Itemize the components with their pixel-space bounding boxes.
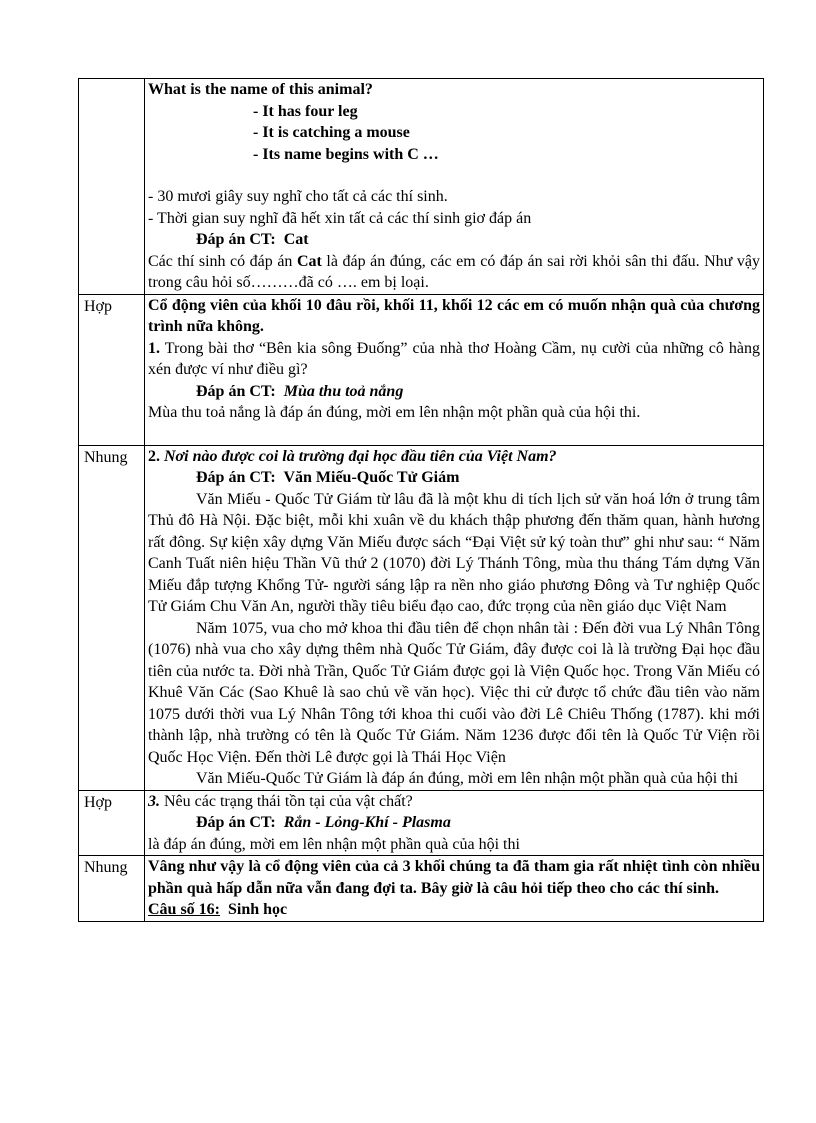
paragraph: Văn Miếu - Quốc Tử Giám từ lâu đã là một khu di tích lịch sử văn hoá lớn ở trung tâm Thủ đô Hà Nội. Đặc biệt, mỗi khi xuân về du khách thập phương đến thăm quan, hành hương rất đông. Sự kiện xây dựng Văn Miếu được sách “Đại Việt sử ký toàn thư” ghi như sau: “ Năm Canh Tuất niên hiệu Thần Vũ thứ 2 (1070) đời Lý Thánh Tông, mùa thu tháng Tám dựng Văn Miếu đắp tượng Khổng Tử- người sáng lập ra nền nho giáo phương Đông và Tư nghiệp Quốc Tử Giám Chu Văn An, người thầy tiêu biểu đạo cao, đức trọng của nền giáo dục Việt Nam — [148, 490, 760, 615]
answer-label: Đáp án CT: — [196, 814, 276, 831]
table-row — [79, 294, 764, 445]
question-text — [148, 446, 760, 468]
result-text — [148, 251, 760, 294]
table-row — [79, 856, 764, 922]
instruction-text: - 30 mươi giây suy nghĩ cho tất cả các thí sinh. — [148, 188, 448, 205]
result-text: là đáp án đúng, mời em lên nhận một phần quà của hội thi — [148, 835, 520, 853]
answer-value: Rắn - Lỏng-Khí - Plasma — [283, 814, 451, 831]
question-number: 2. — [148, 447, 160, 465]
hint-item: - Its name begins with C … — [253, 145, 439, 163]
speaker-cell: Hợp — [79, 790, 145, 856]
content-cell — [145, 79, 764, 295]
blank-line — [148, 424, 760, 445]
answer-line — [148, 812, 760, 834]
question-text — [148, 791, 760, 813]
question-number: 1. — [148, 339, 160, 357]
question-text: What is the name of this animal? — [148, 81, 373, 98]
answer-line — [148, 467, 760, 489]
content-cell — [145, 856, 764, 922]
next-question-subject: Sinh học — [228, 901, 288, 918]
question-text — [148, 338, 760, 381]
intro-text: Cổ động viên của khối 10 đâu rồi, khối 11, khối 12 các em có muốn nhận quà của chương trình nữa không. — [148, 296, 760, 335]
result-bold: Cat — [296, 252, 322, 270]
blank-line — [148, 165, 760, 186]
intro-text: Vâng như vậy là cổ động viên của cả 3 khối chúng ta đã tham gia rất nhiệt tình còn nhiều phần quà hấp dẫn nữa vẫn đang đợi ta. Bây giờ là câu hỏi tiếp theo cho các thí sinh. — [148, 858, 760, 897]
answer-value: Cat — [283, 231, 309, 248]
instruction-text: - Thời gian suy nghĩ đã hết xin tất cả các thí sinh giơ đáp án — [148, 209, 532, 227]
hint-item: - It has four leg — [253, 102, 358, 120]
answer-value: Văn Miếu-Quốc Tử Giám — [283, 469, 460, 486]
content-cell — [145, 294, 764, 445]
speaker-cell: Nhung — [79, 856, 145, 922]
answer-value: Mùa thu toả nắng — [283, 382, 404, 400]
table-row — [79, 79, 764, 295]
question-body: Nơi nào được coi là trường đại học đầu tiên của Việt Nam? — [160, 447, 557, 465]
speaker-cell — [79, 79, 145, 295]
table-row — [79, 445, 764, 790]
script-table — [78, 78, 764, 922]
content-cell — [145, 790, 764, 856]
question-body: Nêu các trạng thái tồn tại của vật chất? — [160, 792, 413, 810]
speaker-cell: Nhung — [79, 445, 145, 790]
paragraph: Năm 1075, vua cho mở khoa thi đầu tiên để chọn nhân tài : Đến đời vua Lý Nhân Tông (1076) nhà vua cho xây dựng thêm nhà Quốc Tử Giám, đây được coi là là trường Đại học đầu tiên của nước ta. Đời nhà Trần, Quốc Tử Giám được gọi là Viện Quốc học. Trong Văn Miếu có Khuê Văn Các (Sao Khuê là sao chủ về văn học). Việc thi cử được tổ chức đầu tiên vào năm 1075 dưới thời vua Lý Nhân Tông tới khoa thi cuối vào đời Lê Chiêu Thống (1787). khi mới thành lập, nhà trường có tên là Quốc Tử Giám. Năm 1236 được đổi tên là Quốc Tử Viện rồi Quốc Học Viện. Đến thời Lê được gọi là Thái Học Viện — [148, 619, 760, 766]
table-row — [79, 790, 764, 856]
result-text: Mùa thu toả nắng là đáp án đúng, mời em lên nhận một phần quà của hội thi. — [148, 404, 641, 421]
paragraph: Văn Miếu-Quốc Tử Giám là đáp án đúng, mời em lên nhận một phần quà của hội thi — [196, 770, 739, 787]
speaker-cell: Hợp — [79, 294, 145, 445]
question-body: Trong bài thơ “Bên kia sông Đuống” của nhà thơ Hoàng Cầm, nụ cười của những cô hàng xén được ví như điều gì? — [148, 339, 760, 378]
hint-item: - It is catching a mouse — [253, 124, 410, 141]
next-question-label: Câu số 16: — [148, 901, 221, 918]
answer-line — [148, 381, 760, 403]
result-pre: Các thí sinh có đáp án — [148, 252, 297, 270]
answer-line — [148, 229, 760, 251]
answer-label: Đáp án CT: — [196, 469, 276, 486]
content-cell — [145, 445, 764, 790]
next-question-line — [148, 899, 760, 921]
result-post: là đáp án đúng, các em có đáp án sai rời khỏi sân thi đấu. Như vậy trong câu hỏi số………đã có …. em bị loại. — [148, 252, 760, 291]
answer-label: Đáp án CT: — [196, 382, 276, 400]
question-number: 3. — [148, 792, 160, 810]
answer-label: Đáp án CT: — [196, 231, 276, 248]
